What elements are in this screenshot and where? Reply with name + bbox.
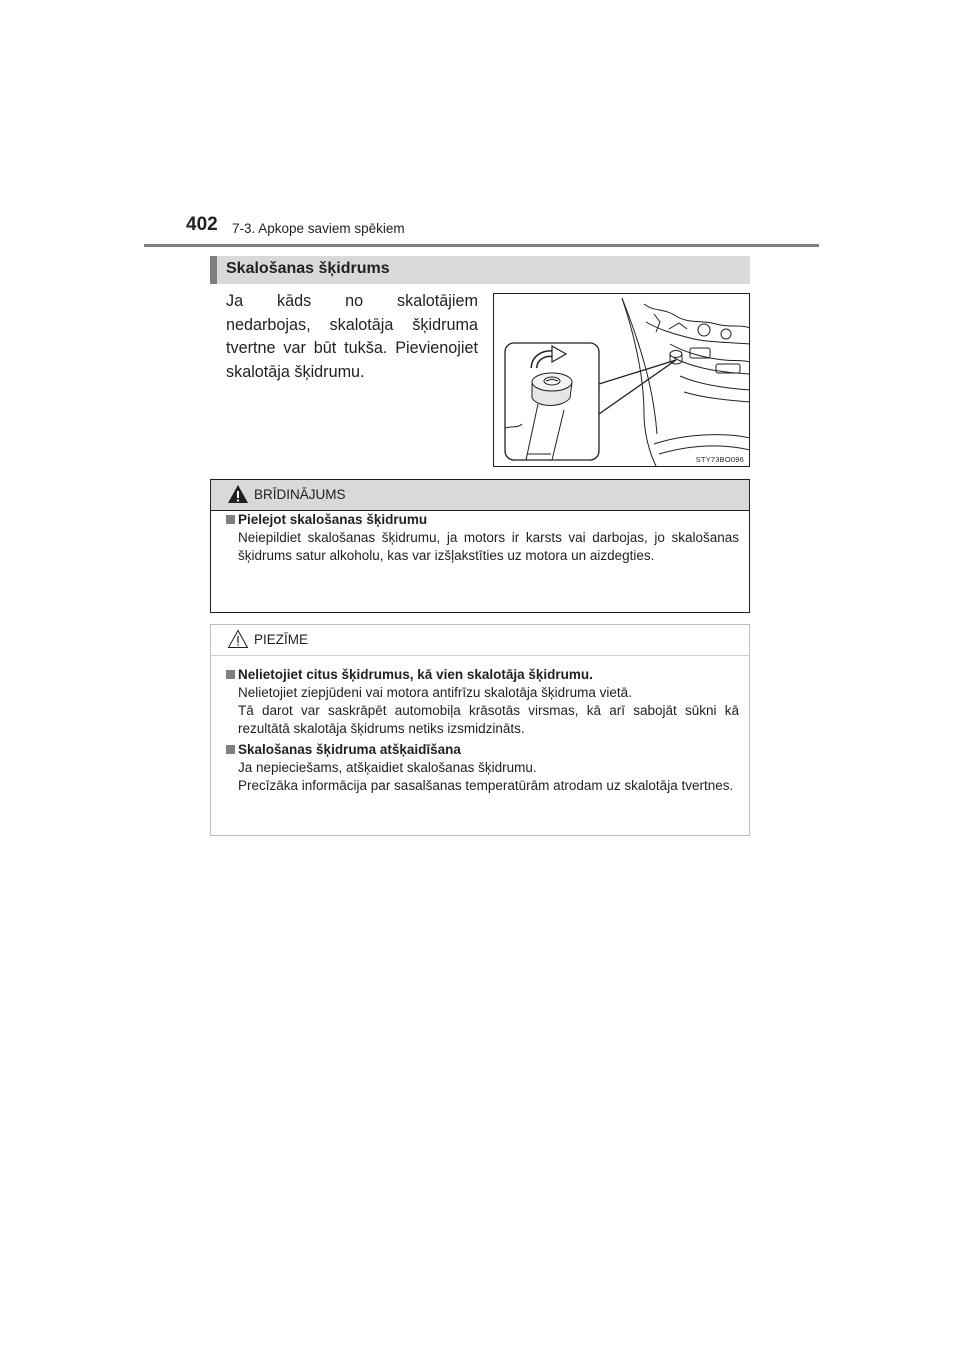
bullet-square-icon bbox=[226, 515, 235, 524]
bullet-square-icon bbox=[226, 745, 235, 754]
header-divider bbox=[144, 244, 819, 247]
warning-triangle-icon bbox=[227, 484, 249, 509]
note-header bbox=[211, 625, 749, 656]
note-item-title: Nelietojiet citus šķidrumus, kā vien skalotāja šķidrumu. bbox=[238, 667, 593, 682]
page-number: 402 bbox=[186, 214, 218, 235]
figure-code: STY73BO096 bbox=[695, 455, 744, 464]
warning-item bbox=[227, 511, 739, 565]
warning-box bbox=[210, 479, 750, 613]
washer-reservoir-illustration bbox=[493, 293, 750, 467]
note-item bbox=[227, 741, 739, 795]
caution-triangle-outline-icon bbox=[227, 629, 249, 654]
intro-paragraph: Ja kāds no skalotājiem nedarbojas, skalotāja šķidruma tvertne var būt tukša. Pievienojiet skalotāja šķidrumu. bbox=[226, 292, 478, 381]
chapter-title: 7-3. Apkope saviem spēkiem bbox=[232, 221, 405, 236]
note-item-body: Ja nepieciešams, atšķaidiet skalošanas šķidrumu. bbox=[238, 760, 537, 775]
warning-item-title: Pielejot skalošanas šķidrumu bbox=[238, 512, 428, 527]
section-heading bbox=[210, 256, 750, 284]
note-box bbox=[210, 624, 750, 836]
warning-header bbox=[211, 480, 749, 511]
section-title: Skalošanas šķidrums bbox=[226, 260, 390, 277]
note-item-body: Tā darot var saskrāpēt automobiļa krāsotās virsmas, kā arī sabojāt sūkni kā rezultātā skalotāja šķidrums netiks izsmidzināts. bbox=[238, 703, 739, 736]
warning-label: BRĪDINĀJUMS bbox=[254, 487, 346, 502]
warning-item-body: Neiepildiet skalošanas šķidrumu, ja motors ir karsts vai darbojas, jo skalošanas šķidrums satur alkoholu, kas var izšļakstīties uz motora un aizdegties. bbox=[238, 530, 739, 563]
note-item bbox=[227, 666, 739, 738]
note-item-body: Nelietojiet ziepjūdeni vai motora antifrīzu skalotāja šķidruma vietā. bbox=[238, 685, 632, 700]
bullet-square-icon bbox=[226, 670, 235, 679]
engine-bay-drawing bbox=[494, 294, 750, 467]
note-label: PIEZĪME bbox=[254, 632, 309, 647]
note-item-title: Skalošanas šķidruma atšķaidīšana bbox=[238, 742, 461, 757]
note-item-body: Precīzāka informācija par sasalšanas temperatūrām atrodam uz skalotāja tvertnes. bbox=[238, 778, 734, 793]
